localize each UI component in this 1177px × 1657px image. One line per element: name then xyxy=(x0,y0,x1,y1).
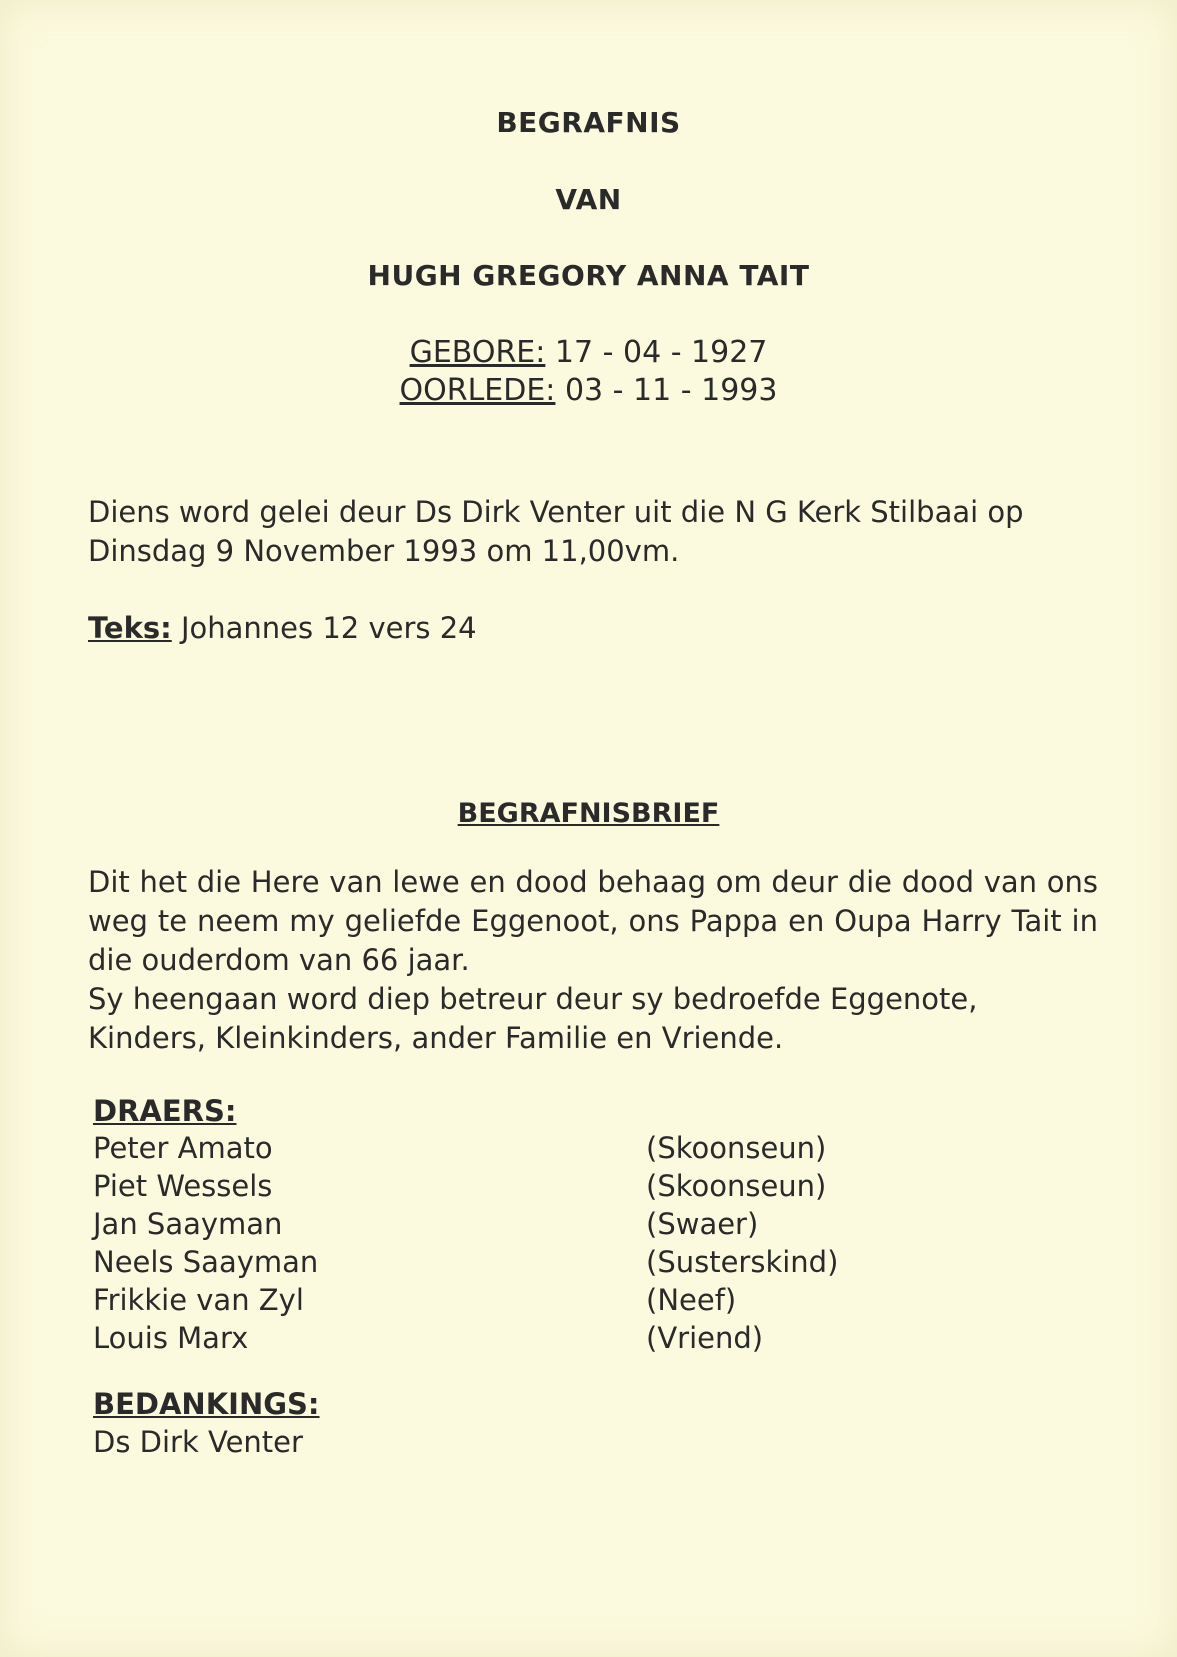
pallbearer-name: Frikkie van Zyl xyxy=(93,1283,304,1317)
pallbearer-name: Piet Wessels xyxy=(93,1169,273,1203)
pallbearer-row xyxy=(93,1169,993,1209)
pallbearer-row xyxy=(93,1207,993,1247)
letter-body-continued: Sy heengaan word diep betreur deur sy bedroefde Eggenote, Kinders, Kleinkinders, ander Familie en Vriende. xyxy=(88,982,978,1055)
pallbearers-heading: DRAERS: xyxy=(93,1094,237,1128)
pallbearer-name: Louis Marx xyxy=(93,1321,249,1355)
pallbearer-row xyxy=(93,1131,993,1171)
birth-label: GEBORE: xyxy=(409,335,546,370)
header-title: BEGRAFNIS xyxy=(496,106,681,139)
death-label: OORLEDE: xyxy=(399,373,556,408)
thanks-heading: BEDANKINGS: xyxy=(93,1387,320,1421)
pallbearer-relation: (Swaer) xyxy=(646,1207,759,1241)
thanks-name: Ds Dirk Venter xyxy=(93,1425,303,1459)
death-date-line xyxy=(0,371,1177,410)
pallbearer-relation: (Neef) xyxy=(646,1283,737,1317)
pallbearer-row xyxy=(93,1245,993,1285)
pallbearer-relation: (Skoonseun) xyxy=(646,1131,827,1165)
death-value: 03 - 11 - 1993 xyxy=(564,373,778,408)
pallbearer-relation: (Susterskind) xyxy=(646,1245,839,1279)
service-line-2: Dinsdag 9 November 1993 om 11,00vm. xyxy=(88,534,680,568)
birth-date-line xyxy=(0,333,1177,372)
letter-body: Dit het die Here van lewe en dood behaag om deur die dood van ons weg te neem my geliefde Eggenoot, ons Pappa en Oupa Harry Tait in die ouderdom van 66 jaar. xyxy=(88,865,1098,977)
deceased-name: HUGH GREGORY ANNA TAIT xyxy=(367,259,810,292)
letter-title: BEGRAFNISBRIEF xyxy=(457,798,720,829)
header-subtitle: VAN xyxy=(555,183,622,216)
pallbearer-relation: (Vriend) xyxy=(646,1321,764,1355)
service-line-1: Diens word gelei deur Ds Dirk Venter uit die N G Kerk Stilbaai op xyxy=(88,495,1024,529)
pallbearer-row xyxy=(93,1283,993,1323)
birth-value: 17 - 04 - 1927 xyxy=(554,335,768,370)
pallbearer-name: Peter Amato xyxy=(93,1131,273,1165)
sermon-text-value: Johannes 12 vers 24 xyxy=(180,611,477,645)
sermon-text-line xyxy=(88,609,1098,648)
pallbearer-relation: (Skoonseun) xyxy=(646,1169,827,1203)
pallbearer-name: Jan Saayman xyxy=(93,1207,283,1241)
pallbearer-row xyxy=(93,1321,993,1361)
pallbearer-name: Neels Saayman xyxy=(93,1245,319,1279)
sermon-text-label: Teks: xyxy=(88,611,172,645)
